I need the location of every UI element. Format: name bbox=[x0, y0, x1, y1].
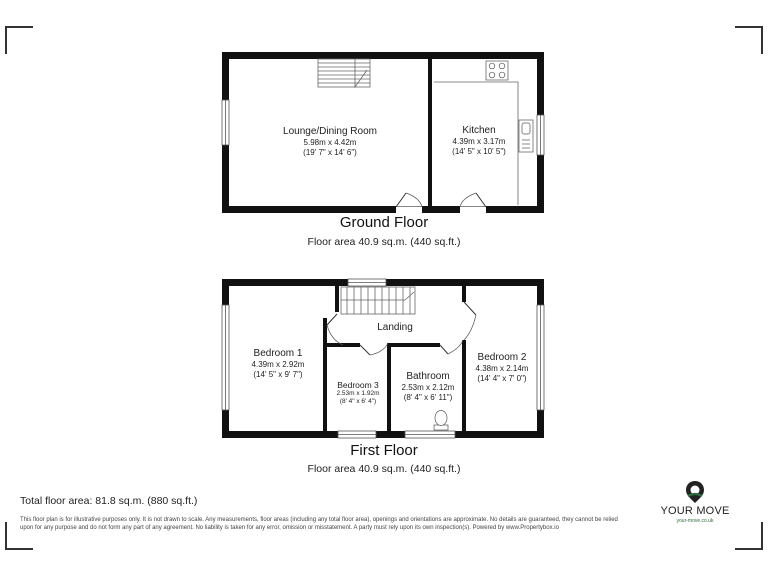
room-label-landing bbox=[365, 322, 425, 334]
location-pin-icon bbox=[684, 480, 706, 504]
first-floor-stairs bbox=[341, 287, 415, 314]
bedroom-3-window bbox=[338, 431, 376, 438]
room-label-lounge-dining bbox=[255, 126, 405, 157]
room-dimensions-imperial: (8' 4" x 6' 11") bbox=[403, 392, 453, 402]
room-name: Bathroom bbox=[406, 371, 450, 382]
bedroom-1-window bbox=[222, 305, 229, 410]
room-dimensions-metric: 2.53m x 2.12m bbox=[401, 383, 455, 392]
room-dimensions-metric: 4.39m x 3.17m bbox=[452, 137, 506, 146]
room-dimensions-imperial: (19' 7" x 14' 6") bbox=[303, 147, 357, 157]
room-name: Kitchen bbox=[462, 125, 496, 136]
lounge-front-door bbox=[396, 193, 422, 210]
room-dimensions-imperial: (14' 5" x 10' 5") bbox=[452, 146, 506, 156]
bathroom-door bbox=[440, 340, 463, 354]
room-label-kitchen bbox=[437, 125, 521, 156]
room-name: Bedroom 3 bbox=[337, 380, 379, 390]
toilet-icon bbox=[434, 411, 448, 431]
bedroom-2-door bbox=[464, 302, 476, 340]
first-floor-title: First Floor bbox=[350, 442, 418, 459]
room-dimensions-imperial: (14' 5" x 9' 7") bbox=[253, 369, 303, 379]
room-dimensions-metric: 5.98m x 4.42m bbox=[303, 138, 357, 147]
ground-floor-area: Floor area 40.9 sq.m. (440 sq.ft.) bbox=[307, 236, 461, 248]
bedroom-3-door bbox=[360, 343, 388, 355]
room-dimensions-metric: 4.39m x 2.92m bbox=[251, 360, 305, 369]
room-dimensions-imperial: (8' 4" x 6' 4") bbox=[339, 397, 377, 405]
room-dimensions-imperial: (14' 4" x 7' 0") bbox=[477, 373, 527, 383]
your-move-logo bbox=[655, 480, 735, 524]
kitchen-back-door bbox=[460, 193, 486, 210]
logo-brand-text: YOUR MOVE bbox=[660, 505, 730, 517]
room-name: Lounge/Dining Room bbox=[283, 126, 377, 137]
sink-icon bbox=[519, 120, 533, 152]
landing-window bbox=[348, 279, 386, 286]
room-label-bedroom-1 bbox=[238, 348, 318, 379]
bedroom-1-door bbox=[327, 314, 343, 345]
room-name: Bedroom 2 bbox=[477, 352, 527, 363]
ground-floor-stairs bbox=[318, 59, 370, 87]
total-floor-area: Total floor area: 81.8 sq.m. (880 sq.ft.) bbox=[20, 495, 198, 507]
room-name: Landing bbox=[377, 322, 413, 333]
ground-floor-left-window bbox=[222, 100, 229, 145]
disclaimer-text: This floor plan is for illustrative purposes only. It is not drawn to scale. Any measurements, floor areas (including any total floor area), openings and orientations are approximate. No details are guaranteed, they cannot be relied upon for any purpose and do not form any part of any agreement. No liability is taken for any error, omission or misstatement. A party must rely upon its own inspection(s). Powered by www.Propertybox.io bbox=[20, 517, 618, 532]
kitchen-window bbox=[537, 115, 544, 155]
logo-url-text: your-move.co.uk bbox=[676, 518, 714, 524]
room-name: Bedroom 1 bbox=[253, 348, 303, 359]
bedroom-2-window bbox=[537, 305, 544, 410]
room-label-bathroom bbox=[393, 371, 463, 402]
first-floor-area: Floor area 40.9 sq.m. (440 sq.ft.) bbox=[307, 463, 461, 475]
room-label-bedroom-2 bbox=[466, 352, 538, 383]
bathroom-window bbox=[405, 431, 455, 438]
room-dimensions-metric: 2.53m x 1.92m bbox=[336, 390, 380, 398]
room-dimensions-metric: 4.38m x 2.14m bbox=[475, 364, 529, 373]
ground-floor-title: Ground Floor bbox=[339, 214, 429, 231]
room-label-bedroom-3 bbox=[329, 380, 387, 406]
hob-icon bbox=[486, 61, 508, 80]
